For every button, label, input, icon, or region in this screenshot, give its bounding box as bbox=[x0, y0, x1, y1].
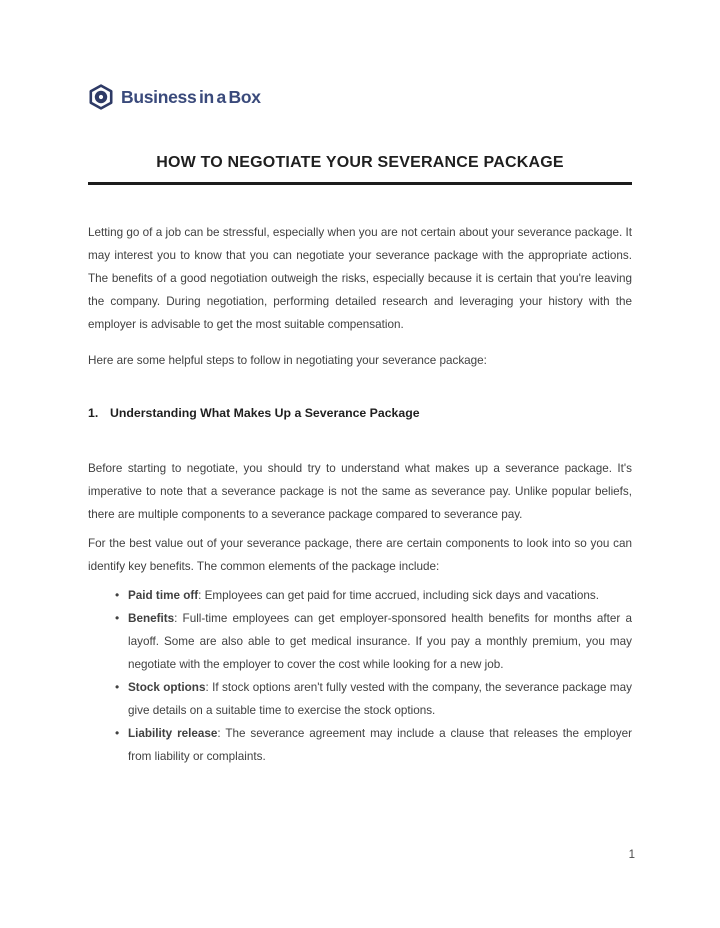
bullet-description: : The severance agreement may include a clause that releases the employer from liability or complaints. bbox=[128, 727, 632, 763]
bullet-icon: • bbox=[115, 611, 120, 625]
bullet-term: Paid time off bbox=[128, 589, 199, 602]
section-paragraph: Before starting to negotiate, you should try to understand what makes up a severance package. It's imperative to note that a severance package is not the same as severance pay. Unlike popular beliefs, there are multiple components to a severance package compared to severance pay. bbox=[88, 462, 632, 521]
brand-logo bbox=[88, 0, 632, 110]
page-title: HOW TO NEGOTIATE YOUR SEVERANCE PACKAGE bbox=[156, 154, 564, 171]
section-heading bbox=[88, 405, 632, 421]
bullet-text bbox=[128, 607, 632, 676]
list-item bbox=[115, 584, 632, 607]
section-paragraph: For the best value out of your severance package, there are certain components to look into so you can identify key benefits. The common elements of the package include: bbox=[88, 537, 632, 573]
bullet-description: : If stock options aren't fully vested with the company, the severance package may give details on a suitable time to exercise the stock options. bbox=[128, 681, 632, 717]
section-heading-number: 1. bbox=[88, 406, 99, 420]
bullet-text bbox=[128, 676, 632, 722]
hexagon-dot-icon bbox=[88, 84, 114, 110]
bullet-text bbox=[128, 584, 632, 607]
title-rule bbox=[88, 182, 632, 185]
intro-paragraph: Letting go of a job can be stressful, especially when you are not certain about your severance package. It may interest you to know that you can negotiate your severance package with the appropriate actions. The benefits of a good negotiation outweigh the risks, especially because it is certain that you're leaving the company. During negotiation, performing detailed research and leveraging your history with the employer is advisable to get the most suitable compensation. bbox=[88, 226, 632, 331]
bullet-icon: • bbox=[115, 680, 120, 694]
list-item bbox=[115, 722, 632, 768]
list-item bbox=[115, 676, 632, 722]
bullet-list bbox=[88, 584, 632, 768]
page-number: 1 bbox=[628, 849, 635, 861]
section-heading-text: Understanding What Makes Up a Severance Package bbox=[110, 406, 420, 420]
bullet-description: : Full-time employees can get employer-sponsored health benefits for months after a layoff. Some are also able to get medical insurance. If you pay a monthly premium, you may negotiate with the employer to cover the cost while looking for a new job. bbox=[128, 612, 632, 671]
bullet-term: Stock options bbox=[128, 681, 206, 694]
bullet-description: : Employees can get paid for time accrued, including sick days and vacations. bbox=[198, 589, 599, 602]
bullet-term: Benefits bbox=[128, 612, 175, 625]
logo-text: Business in a Box bbox=[121, 86, 261, 107]
bullet-icon: • bbox=[115, 588, 120, 602]
bullet-text bbox=[128, 722, 632, 768]
bullet-icon: • bbox=[115, 726, 120, 740]
bullet-term: Liability release bbox=[128, 727, 218, 740]
list-item bbox=[115, 607, 632, 676]
steps-intro-paragraph: Here are some helpful steps to follow in negotiating your severance package: bbox=[88, 354, 487, 367]
